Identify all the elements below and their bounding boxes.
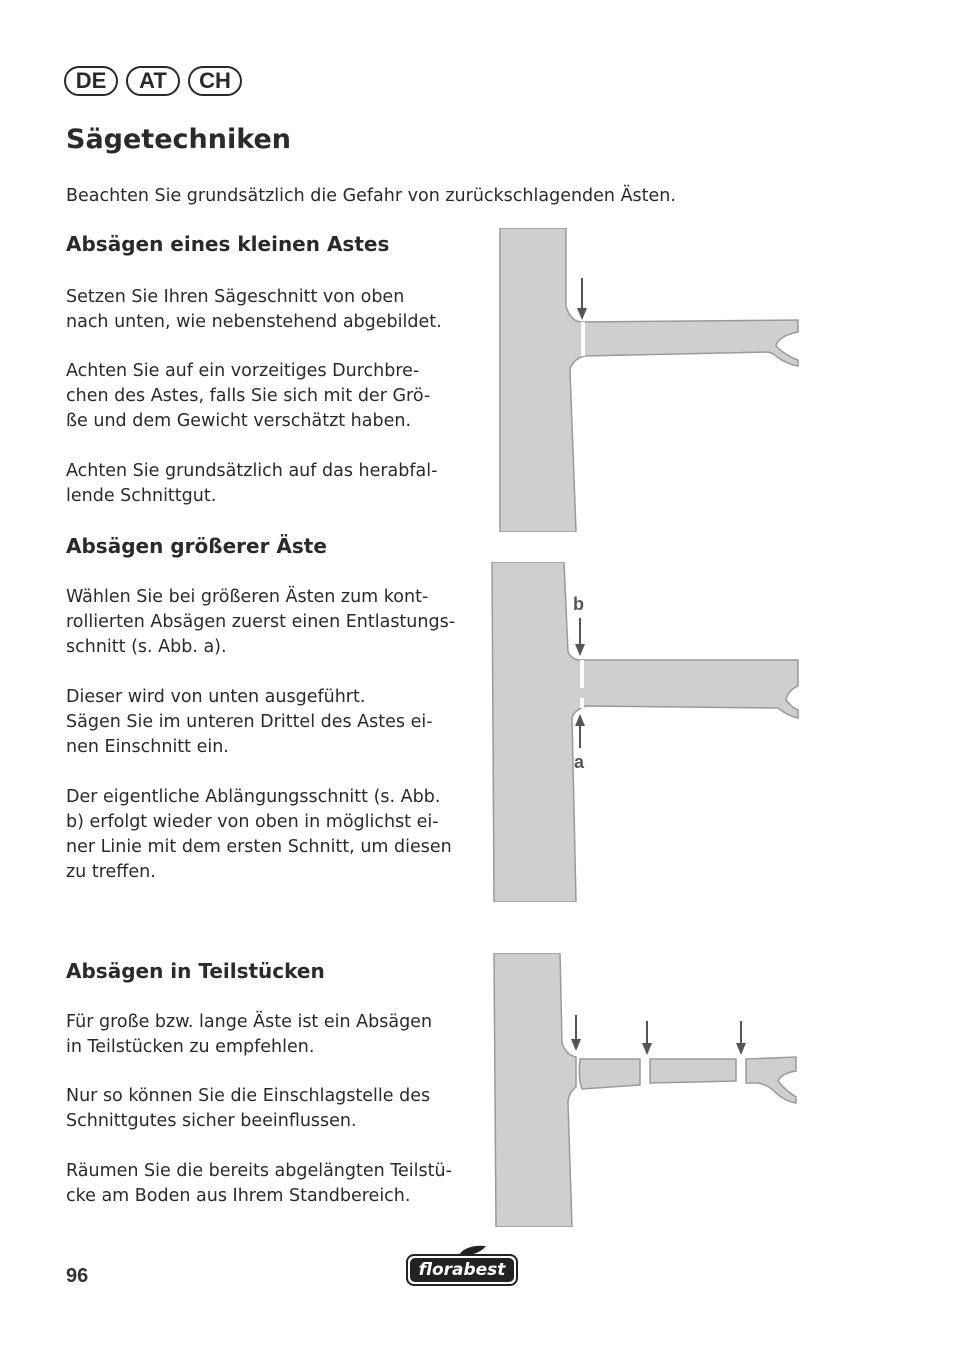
section3-paragraph-2 xyxy=(66,1084,456,1134)
text-line: Räumen Sie die bereits abgelängten Teilstü- xyxy=(66,1161,452,1181)
language-badges xyxy=(64,66,242,96)
text-line: Wählen Sie bei größeren Ästen zum kont- xyxy=(66,587,429,607)
text-line: ner Linie mit dem ersten Schnitt, um diesen xyxy=(66,837,452,857)
arrow-up-icon xyxy=(575,714,585,748)
text-line: ße und dem Gewicht verschätzt haben. xyxy=(66,411,412,431)
logo-text: florabest xyxy=(410,1258,514,1282)
logo-frame xyxy=(406,1254,518,1286)
badge-de: DE xyxy=(64,66,118,96)
section1-paragraph-1 xyxy=(66,285,456,335)
text-line: Schnittgutes sicher beeinflussen. xyxy=(66,1111,357,1131)
section2-paragraph-1 xyxy=(66,585,466,660)
arrow-down-icon xyxy=(577,278,587,320)
brand-logo xyxy=(404,1244,522,1290)
badge-ch: CH xyxy=(188,66,242,96)
figure-large-branch-cuts xyxy=(488,562,802,902)
text-line: Nur so können Sie die Einschlagstelle des xyxy=(66,1086,431,1106)
text-line: rollierten Absägen zuerst einen Entlastungs- xyxy=(66,612,456,632)
text-line: chen des Astes, falls Sie sich mit der Grö- xyxy=(66,386,431,406)
page-title: Sägetechniken xyxy=(66,124,291,155)
arrow-down-icon xyxy=(736,1021,746,1055)
section3-paragraph-1 xyxy=(66,1010,456,1060)
figure-small-branch-cut xyxy=(496,228,802,532)
text-line: schnitt (s. Abb. a). xyxy=(66,637,227,657)
figure-branch-in-pieces xyxy=(490,953,800,1227)
section2-paragraph-2 xyxy=(66,685,456,760)
intro-text: Beachten Sie grundsätzlich die Gefahr von zurückschlagenden Ästen. xyxy=(66,186,676,206)
text-line: Der eigentliche Ablängungsschnitt (s. Abb. xyxy=(66,787,441,807)
text-line: zu treffen. xyxy=(66,862,156,882)
page-number: 96 xyxy=(66,1265,89,1287)
label-b: b xyxy=(573,594,584,614)
trunk-shape xyxy=(494,953,576,1227)
arrow-down-icon xyxy=(571,1015,581,1051)
branch-piece-2 xyxy=(650,1059,736,1083)
text-line: Dieser wird von unten ausgeführt. xyxy=(66,687,366,707)
text-line: b) erfolgt wieder von oben in möglichst ei- xyxy=(66,812,439,832)
branch-piece-3 xyxy=(746,1057,796,1103)
text-line: Sägen Sie im unteren Drittel des Astes ei- xyxy=(66,712,433,732)
badge-at: AT xyxy=(126,66,180,96)
text-line: Achten Sie auf ein vorzeitiges Durchbre- xyxy=(66,361,420,381)
section-heading-sections: Absägen in Teilstücken xyxy=(66,959,325,983)
text-line: in Teilstücken zu empfehlen. xyxy=(66,1037,315,1057)
text-line: cke am Boden aus Ihrem Standbereich. xyxy=(66,1186,411,1206)
text-line: Setzen Sie Ihren Sägeschnitt von oben xyxy=(66,287,405,307)
text-line: Achten Sie grundsätzlich auf das herabfal- xyxy=(66,461,438,481)
section-heading-large-branch: Absägen größerer Äste xyxy=(66,534,327,558)
text-line: nen Einschnitt ein. xyxy=(66,737,229,757)
arrow-down-icon xyxy=(642,1021,652,1055)
label-a: a xyxy=(574,752,585,772)
section1-paragraph-2 xyxy=(66,359,456,434)
text-line: lende Schnittgut. xyxy=(66,486,217,506)
branch-piece-1 xyxy=(579,1059,640,1089)
section-heading-small-branch: Absägen eines kleinen Astes xyxy=(66,232,390,256)
text-line: Für große bzw. lange Äste ist ein Absägen xyxy=(66,1012,433,1032)
arrow-down-icon xyxy=(575,618,585,656)
trunk-and-branch-shape xyxy=(492,562,798,902)
text-line: nach unten, wie nebenstehend abgebildet. xyxy=(66,312,442,332)
section3-paragraph-3 xyxy=(66,1159,456,1209)
section1-paragraph-3 xyxy=(66,459,456,509)
trunk-and-branch-shape xyxy=(500,228,798,532)
section2-paragraph-3 xyxy=(66,785,456,885)
